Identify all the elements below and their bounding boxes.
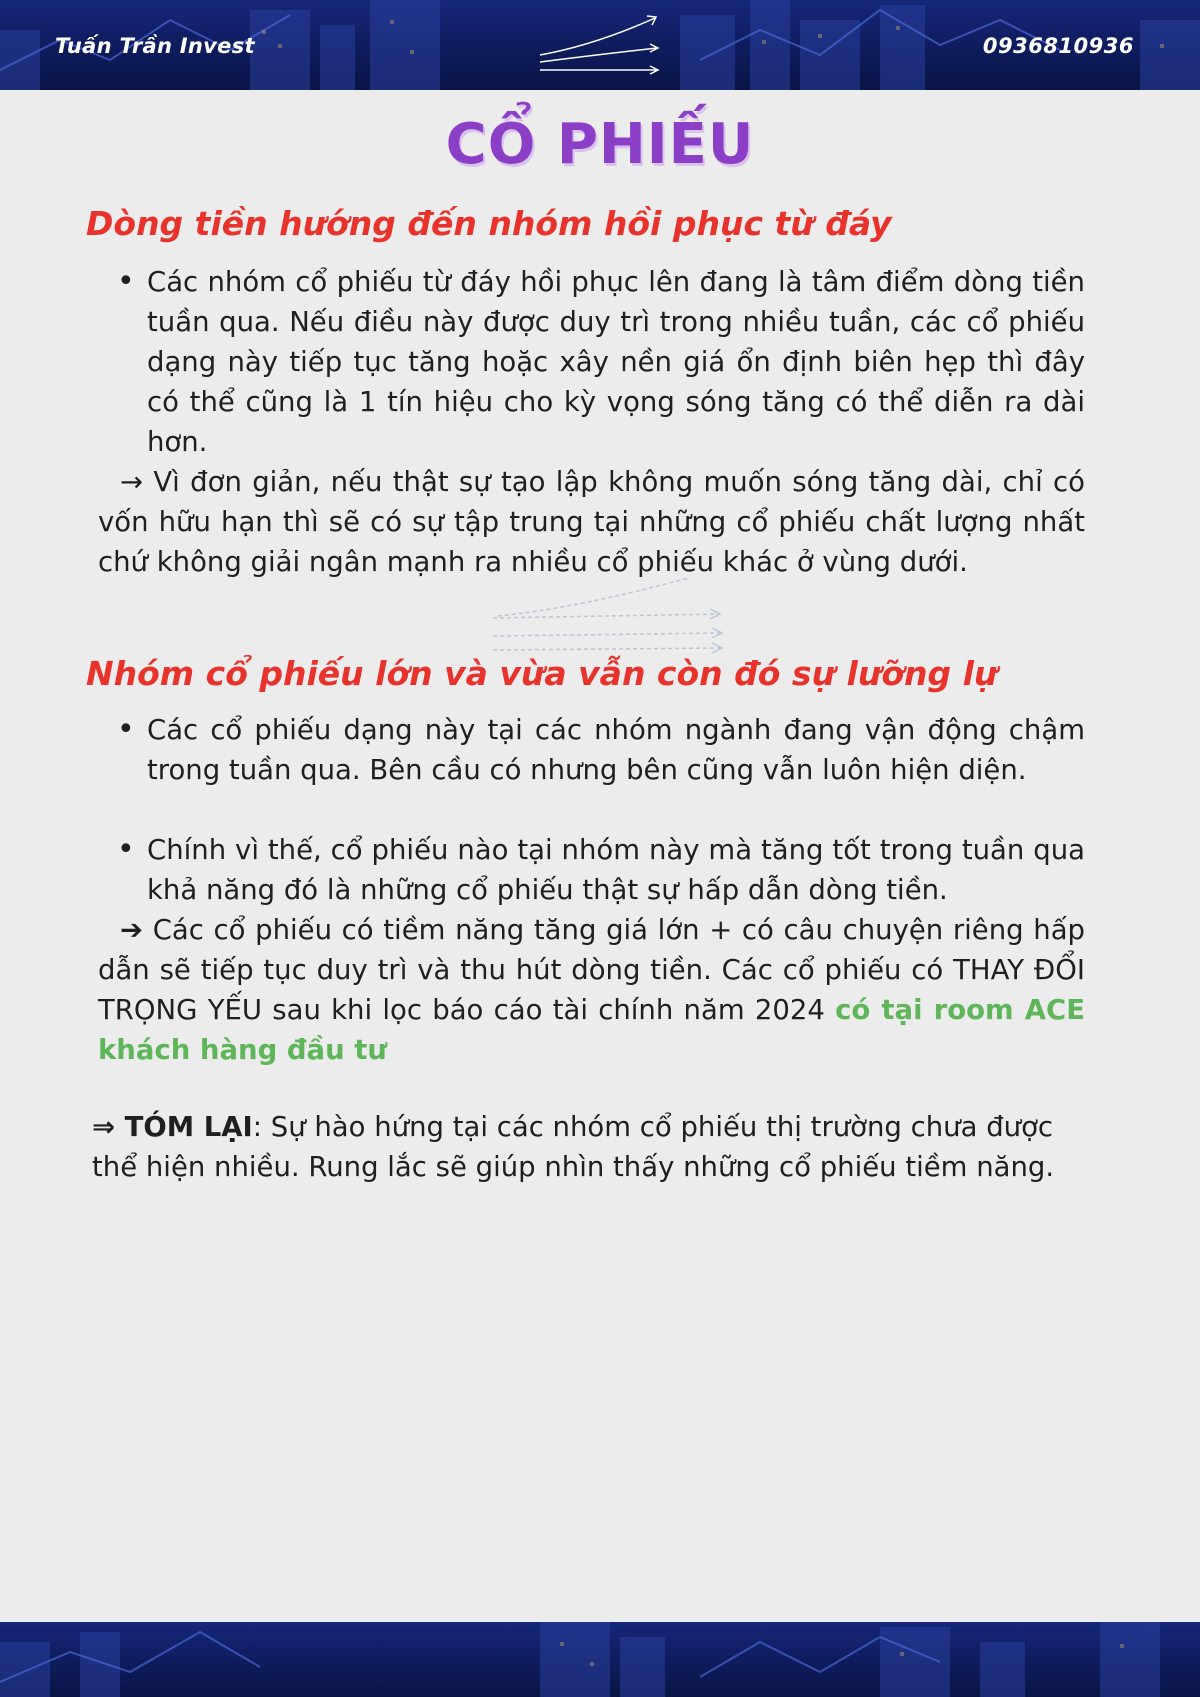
summary-text: : Sự hào hứng tại các nhóm cổ phiếu thị trường chưa được thể hiện nhiều. Rung lắc sẽ giúp nhìn thấy những cổ phiếu tiềm năng.	[92, 1111, 1055, 1183]
phone-number: 0936810936	[982, 34, 1134, 58]
brand-name: Tuấn Trần Invest	[55, 34, 255, 58]
section-2-note	[98, 910, 1085, 1070]
watermark-arrows-icon	[488, 578, 728, 658]
header-banner	[0, 0, 1200, 90]
section-1-note: → Vì đơn giản, nếu thật sự tạo lập không muốn sóng tăng dài, chỉ có vốn hữu hạn thì sẽ có sự tập trung tại những cổ phiếu chất lượng nhất chứ không giải ngân mạnh ra nhiều cổ phiếu khác ở vùng dưới.	[98, 466, 1085, 578]
section-2-note-text: ➔ Các cổ phiếu có tiềm năng tăng giá lớn + có câu chuyện riêng hấp dẫn sẽ tiếp tục duy trì và thu hút dòng tiền. Các cổ phiếu có THAY ĐỔI TRỌNG YẾU sau khi lọc báo cáo tài chính năm 2024	[98, 914, 1085, 1026]
section-1-bullet-1: • Các nhóm cổ phiếu từ đáy hồi phục lên đang là tâm điểm dòng tiền tuần qua. Nếu điều này được duy trì trong nhiều tuần, các cổ phiếu dạng này tiếp tục tăng hoặc xây nền giá ổn định biên hẹp thì đây có thể cũng là 1 tín hiệu cho kỳ vọng sóng tăng có thể diễn ra dài hơn.	[147, 262, 1085, 462]
section-2-bullet-2: • Chính vì thế, cổ phiếu nào tại nhóm này mà tăng tốt trong tuần qua khả năng đó là những cổ phiếu thật sự hấp dẫn dòng tiền.	[147, 830, 1085, 910]
summary-lead: ⇒ TÓM LẠI	[92, 1111, 253, 1143]
section-2-bullet-1: • Các cổ phiếu dạng này tại các nhóm ngành đang vận động chậm trong tuần qua. Bên cầu có nhưng bên cũng vẫn luôn hiện diện.	[147, 710, 1085, 790]
summary-paragraph	[92, 1107, 1082, 1187]
section-1-heading: Dòng tiền hướng đến nhóm hồi phục từ đáy	[86, 204, 892, 243]
city-skyline-graphic-bottom	[0, 1622, 1200, 1697]
page-title: CỔ PHIẾU	[445, 112, 755, 177]
section-2-heading: Nhóm cổ phiếu lớn và vừa vẫn còn đó sự lưỡng lự	[86, 654, 998, 693]
footer-banner	[0, 1622, 1200, 1697]
arrows-icon	[535, 10, 665, 80]
room-ace-highlight: có tại room ACE khách hàng đầu tư	[98, 994, 1085, 1066]
